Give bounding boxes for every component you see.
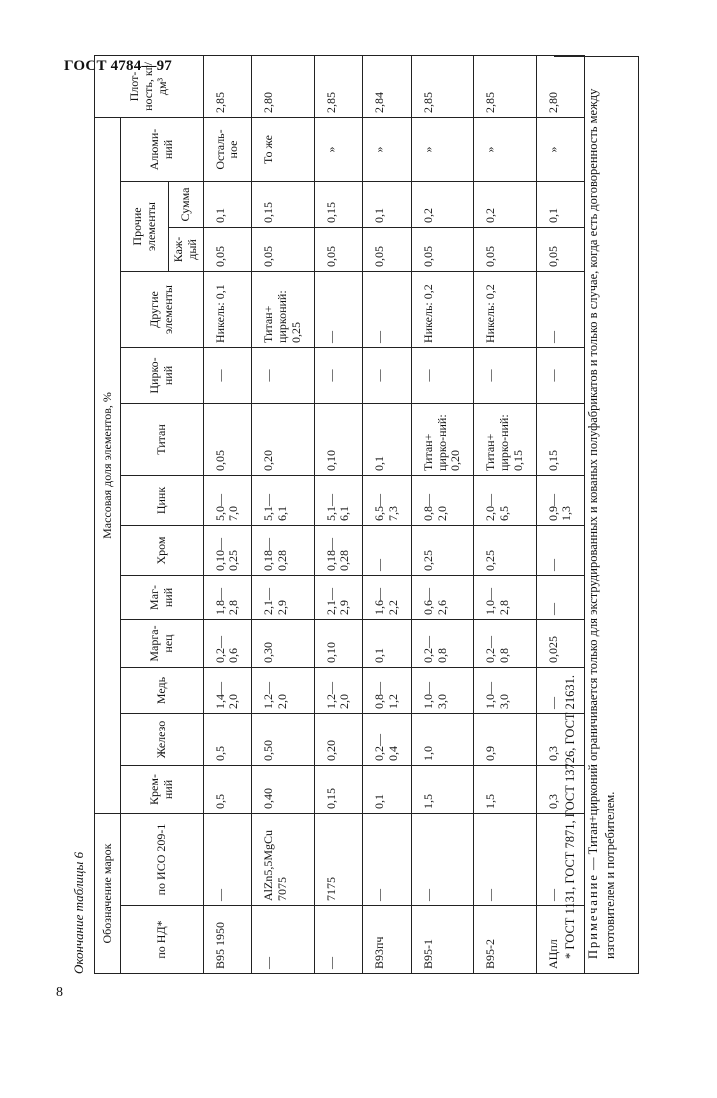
silicon-header: Крем-ний [121, 765, 204, 813]
silicon-cell: 1,5 [474, 765, 536, 813]
iso-cell: — [536, 813, 585, 905]
table-row [314, 55, 363, 973]
other-elements-cell: Титан+ цирконий: 0,25 [252, 271, 314, 347]
chromium-cell: 0,18— 0,28 [252, 525, 314, 575]
magnesium-cell: 2,1— 2,9 [314, 575, 363, 619]
density-header: Плот-ность, кг/дм³ [95, 55, 204, 117]
chromium-cell: 0,25 [474, 525, 536, 575]
zinc-cell: 6,5— 7,3 [363, 475, 412, 525]
each-cell: 0,05 [203, 227, 252, 271]
chromium-header: Хром [121, 525, 204, 575]
nd-cell: — [314, 906, 363, 974]
page-number: 8 [56, 985, 63, 1000]
composition-table [94, 55, 585, 974]
each-cell: 0,05 [474, 227, 536, 271]
magnesium-cell: 1,6— 2,2 [363, 575, 412, 619]
zirconium-cell: — [474, 347, 536, 403]
zinc-cell: 0,8— 2,0 [411, 475, 473, 525]
note-text: — Титан+цирконий ограничивается только для экструдированных и кованых полуфабрикатов и только в случае, когда есть договоренность между изготовителем и потребителем. [585, 88, 617, 959]
table-row [252, 55, 314, 973]
magnesium-cell: — [536, 575, 585, 619]
silicon-cell: 0,1 [363, 765, 412, 813]
titanium-cell: 0,20 [252, 403, 314, 475]
nd-cell: В95-1 [411, 906, 473, 974]
chromium-cell: 0,25 [411, 525, 473, 575]
nd-cell: В95 1950 [203, 906, 252, 974]
zinc-cell: 0,9— 1,3 [536, 475, 585, 525]
zirconium-cell: — [252, 347, 314, 403]
copper-cell: 1,2— 2,0 [252, 667, 314, 713]
sum-cell: 0,2 [474, 181, 536, 227]
density-cell: 2,85 [314, 55, 363, 117]
aluminium-cell: Осталь-ное [203, 117, 252, 181]
zinc-cell: 2,0— 6,5 [474, 475, 536, 525]
each-cell: 0,05 [363, 227, 412, 271]
copper-cell: 0,8— 1,2 [363, 667, 412, 713]
iron-cell: 0,5 [203, 713, 252, 765]
note-label: Примечание [585, 873, 600, 959]
nd-cell: В93пч [363, 906, 412, 974]
iron-cell: 0,50 [252, 713, 314, 765]
titanium-cell: Титан+ цирко-ний: 0,15 [474, 403, 536, 475]
copper-cell: 1,4— 2,0 [203, 667, 252, 713]
nd-cell: — [252, 906, 314, 974]
silicon-cell: 0,40 [252, 765, 314, 813]
sum-cell: 0,15 [314, 181, 363, 227]
titanium-cell: Титан+ цирко-ний: 0,20 [411, 403, 473, 475]
chromium-cell: — [363, 525, 412, 575]
iso-cell: — [203, 813, 252, 905]
iron-cell: 0,9 [474, 713, 536, 765]
titanium-cell: 0,05 [203, 403, 252, 475]
designation-header: Обозначение марок [95, 813, 121, 973]
each-cell: 0,05 [314, 227, 363, 271]
aluminium-cell: » [536, 117, 585, 181]
density-cell: 2,80 [536, 55, 585, 117]
density-cell: 2,80 [252, 55, 314, 117]
chromium-cell: 0,10— 0,25 [203, 525, 252, 575]
each-cell: 0,05 [536, 227, 585, 271]
copper-cell: — [536, 667, 585, 713]
sum-cell: 0,1 [536, 181, 585, 227]
titanium-cell: 0,15 [536, 403, 585, 475]
zinc-cell: 5,1— 6,1 [252, 475, 314, 525]
other-elements-cell: — [536, 271, 585, 347]
manganese-header: Марга-нец [121, 619, 204, 667]
manganese-cell: 0,10 [314, 619, 363, 667]
nd-cell: В95-2 [474, 906, 536, 974]
sum-cell: 0,1 [203, 181, 252, 227]
density-cell: 2,84 [363, 55, 412, 117]
manganese-cell: 0,30 [252, 619, 314, 667]
table-row [363, 55, 412, 973]
aluminium-cell: » [474, 117, 536, 181]
magnesium-cell: 2,1— 2,9 [252, 575, 314, 619]
chromium-cell: 0,18— 0,28 [314, 525, 363, 575]
iso-header: по ИСО 209-1 [121, 813, 204, 905]
copper-header: Медь [121, 667, 204, 713]
iron-cell: 0,3 [536, 713, 585, 765]
table-notes [554, 56, 639, 974]
silicon-cell: 1,5 [411, 765, 473, 813]
note-paragraph [585, 71, 619, 959]
rotated-table-page [64, 56, 639, 974]
sum-cell: 0,15 [252, 181, 314, 227]
manganese-cell: 0,025 [536, 619, 585, 667]
magnesium-cell: 1,8— 2,8 [203, 575, 252, 619]
manganese-cell: 0,2— 0,8 [411, 619, 473, 667]
zinc-cell: 5,0— 7,0 [203, 475, 252, 525]
silicon-cell: 0,3 [536, 765, 585, 813]
iso-cell: — [363, 813, 412, 905]
iron-header: Железо [121, 713, 204, 765]
zinc-cell: 5,1— 6,1 [314, 475, 363, 525]
zirconium-header: Цирко-ний [121, 347, 204, 403]
other-elements-cell: — [314, 271, 363, 347]
titanium-cell: 0,10 [314, 403, 363, 475]
document-header: ГОСТ 4784—97 [64, 58, 173, 74]
other-elements-cell: — [363, 271, 412, 347]
iso-cell: — [474, 813, 536, 905]
other-elements-cell: Никель: 0,2 [411, 271, 473, 347]
magnesium-cell: 0,6— 2,6 [411, 575, 473, 619]
zirconium-cell: — [536, 347, 585, 403]
other-elements-cell: Никель: 0,1 [203, 271, 252, 347]
density-cell: 2,85 [474, 55, 536, 117]
chromium-cell: — [536, 525, 585, 575]
each-cell: 0,05 [411, 227, 473, 271]
nd-cell: АЦпл [536, 906, 585, 974]
table-row [203, 55, 252, 973]
iso-cell: 7175 [314, 813, 363, 905]
copper-cell: 1,0— 3,0 [474, 667, 536, 713]
copper-cell: 1,0— 3,0 [411, 667, 473, 713]
manganese-cell: 0,1 [363, 619, 412, 667]
sum-cell: 0,2 [411, 181, 473, 227]
silicon-cell: 0,5 [203, 765, 252, 813]
other-elements-header: Другие элементы [121, 271, 204, 347]
silicon-cell: 0,15 [314, 765, 363, 813]
aluminium-cell: » [363, 117, 412, 181]
sum-header: Сумма [169, 181, 204, 227]
table-row [411, 55, 473, 973]
table-caption: Окончание таблицы 6 [71, 851, 86, 974]
nd-header: по НД* [121, 906, 204, 974]
each-cell: 0,05 [252, 227, 314, 271]
each-header: Каж-дый [169, 227, 204, 271]
misc-elements-header: Прочие элементы [121, 181, 169, 271]
zirconium-cell: — [363, 347, 412, 403]
iso-cell: — [411, 813, 473, 905]
sum-cell: 0,1 [363, 181, 412, 227]
aluminium-cell: » [314, 117, 363, 181]
density-cell: 2,85 [203, 55, 252, 117]
mass-fraction-header: Массовая доля элементов, % [95, 117, 121, 813]
iron-cell: 1,0 [411, 713, 473, 765]
zinc-header: Цинк [121, 475, 204, 525]
zirconium-cell: — [411, 347, 473, 403]
iso-cell: AlZn5,5MgCu 7075 [252, 813, 314, 905]
zirconium-cell: — [314, 347, 363, 403]
titanium-header: Титан [121, 403, 204, 475]
iron-cell: 0,2— 0,4 [363, 713, 412, 765]
footnote: * ГОСТ 1131, ГОСТ 7871, ГОСТ 13726, ГОСТ 21631. [563, 674, 577, 959]
density-cell: 2,85 [411, 55, 473, 117]
titanium-cell: 0,1 [363, 403, 412, 475]
table-row [474, 55, 536, 973]
aluminium-header: Алюми-ний [121, 117, 204, 181]
magnesium-header: Маг-ний [121, 575, 204, 619]
other-elements-cell: Никель: 0,2 [474, 271, 536, 347]
aluminium-cell: То же [252, 117, 314, 181]
manganese-cell: 0,2— 0,6 [203, 619, 252, 667]
aluminium-cell: » [411, 117, 473, 181]
manganese-cell: 0,2— 0,8 [474, 619, 536, 667]
magnesium-cell: 1,0— 2,8 [474, 575, 536, 619]
copper-cell: 1,2— 2,0 [314, 667, 363, 713]
iron-cell: 0,20 [314, 713, 363, 765]
zirconium-cell: — [203, 347, 252, 403]
